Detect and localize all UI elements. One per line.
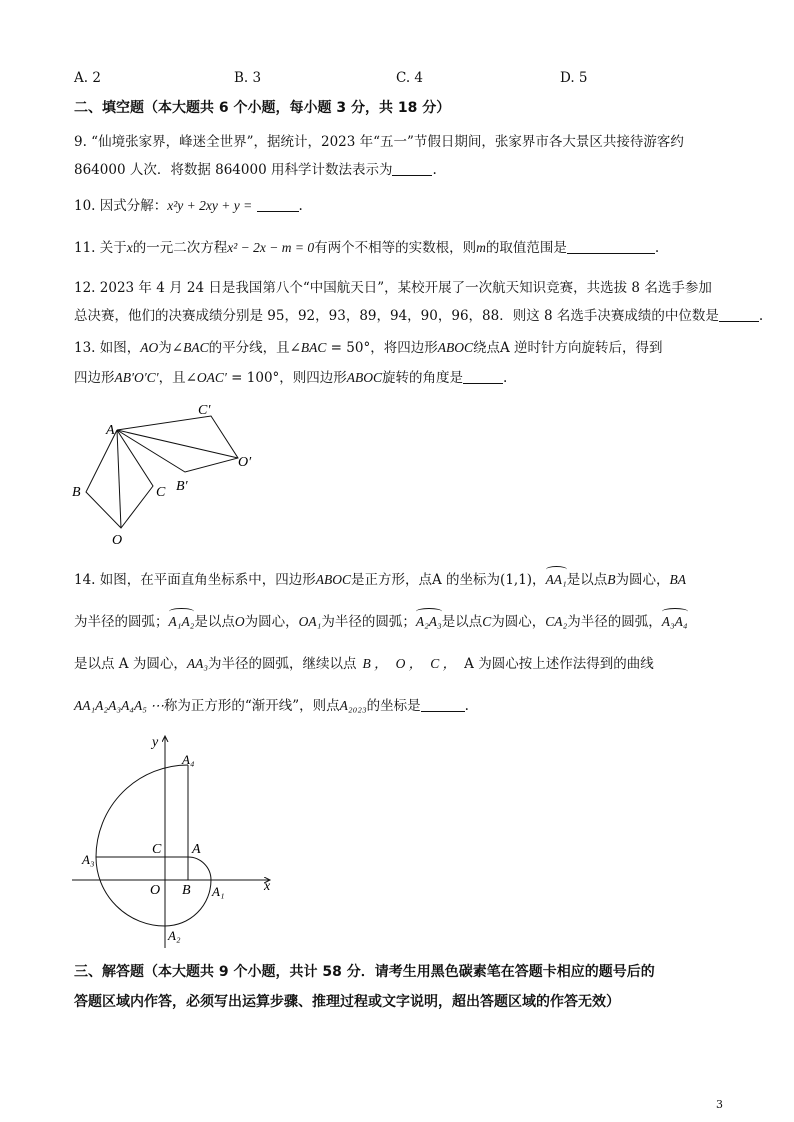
q14-arc-aa1: AA₁ (546, 570, 567, 590)
q14-line4: AA₁A₂A₃A₄A₅ ⋯称为正方形的“渐开线”，则点A₂₀₂₃的坐标是 . (74, 698, 469, 714)
q13-t7: ，且∠ (158, 370, 197, 386)
q14-arc-a3a4: A₃A₄ (662, 612, 688, 632)
q14-t13: 为半径的圆弧，继续以点 (208, 656, 357, 672)
q14-arc-a2a3: A₂A₃ (416, 612, 442, 632)
q14-o: O (234, 614, 245, 629)
answer-blank (257, 197, 299, 212)
q11: 11. 关于x的一元二次方程x² − 2x − m = 0有两个不相等的实数根，则m的取值范围是 . (74, 240, 660, 256)
q13-line1 (74, 338, 722, 358)
q13-figure (60, 398, 270, 550)
q14-aa3: AA₃ (186, 656, 209, 671)
segment-ao-prime (117, 430, 238, 458)
q14-t14: B ， (362, 656, 388, 671)
q13-t6: 四边形 (74, 370, 115, 386)
section-3-heading-line2: 答题区域内作答，必须写出运算步骤、推理过程或文字说明，超出答题区域的作答无效） (74, 994, 620, 1010)
q9-line1: 9. “仙境张家界，峰迷全世界”，据统计，2023 年“五一”节假日期间，张家界市各大景区共接待游客约 (74, 134, 684, 150)
option-d: D. 5 (560, 70, 588, 86)
answer-blank (421, 697, 465, 712)
square-aboc (165, 857, 188, 880)
label-c-prime: C′ (198, 403, 211, 418)
label-a: A (106, 423, 115, 438)
label-b-prime: B′ (176, 479, 188, 494)
q14-c: C (482, 614, 492, 629)
option-a: A. 2 (74, 70, 101, 86)
label-a3: A₃ (82, 852, 95, 867)
arc-a-a1 (188, 857, 211, 880)
q14-t16: C ， (430, 656, 457, 671)
label-b: B (72, 485, 81, 500)
q14-curve: AA₁A₂A₃A₄A₅ ⋯ (74, 698, 164, 713)
q14-t8: 为半径的圆弧； (321, 614, 416, 630)
label-o: O (150, 883, 161, 898)
q13-bac2: BAC (300, 340, 327, 355)
label-b: B (182, 883, 191, 898)
label-a2: A₂ (168, 928, 181, 943)
q11-prefix: 11. 关于 (74, 240, 127, 256)
q13-t3: 的平分线，且∠ (208, 340, 301, 356)
section-2-heading: 二、填空题（本大题共 6 个小题，每小题 3 分，共 18 分） (74, 100, 451, 116)
label-c: C (156, 485, 166, 500)
q11-suffix: 有两个不相等的实数根，则 (314, 240, 477, 256)
q14-t3: 是以点 (566, 572, 608, 588)
q13-abc: AB′O′C′ (114, 370, 159, 385)
label-c: C (152, 842, 162, 857)
segment-ao (117, 430, 121, 528)
q14-t5: 为半径的圆弧； (74, 614, 169, 630)
q14-t9: 是以点 (441, 614, 483, 630)
q13-ao: AO (140, 340, 159, 355)
q9-text: 864000 人次．将数据 864000 用科学计数法表示为 (74, 162, 393, 178)
answer-blank (392, 161, 432, 176)
q14-t19: 的坐标是 (366, 698, 421, 714)
q14-t4: 为圆心， (615, 572, 670, 588)
q14-ca2: CA₂ (545, 614, 568, 629)
q14-t12: 是以点 A 为圆心， (74, 656, 187, 672)
option-b: B. 3 (234, 70, 262, 86)
label-o-prime: O′ (238, 455, 252, 470)
q10-prefix: 10. 因式分解： (74, 198, 168, 214)
q13-line2: 四边形AB′O′C′，且∠OAC′ = 100°，则四边形ABOC旋转的角度是 . (74, 370, 508, 386)
q14-line1 (74, 570, 722, 590)
q13-t8: = 100°，则四边形 (226, 370, 347, 386)
q14-t18: 称为正方形的“渐开线”，则点 (163, 698, 340, 714)
q14-t17: A 为圆心按上述作法得到的曲线 (464, 656, 654, 672)
q11-equation: x² − 2x − m = 0 (227, 240, 315, 255)
q13-t9: 旋转的角度是 (382, 370, 464, 386)
q12-line2: 总决赛，他们的决赛成绩分别是 95，92，93，89，94，90，96，88．则这 8 名选手决赛成绩的中位数是 . (74, 308, 764, 324)
q14-ba: BA (669, 572, 686, 587)
q9-line2: 864000 人次．将数据 864000 用科学计数法表示为 . (74, 162, 437, 178)
option-c: C. 4 (396, 70, 424, 86)
q11-mid: 的一元二次方程 (132, 240, 228, 256)
label-o: O (112, 533, 123, 548)
q13-aboc2: ABOC (346, 370, 383, 385)
answer-blank (719, 307, 759, 322)
q14-t6: 是以点 (194, 614, 235, 630)
q14-line3 (74, 654, 722, 674)
q14-aboc: ABOC (315, 572, 352, 587)
q14-t2: 是正方形，点A 的坐标为(1,1)， (351, 572, 546, 588)
answer-blank (463, 369, 503, 384)
q13-t1: 13. 如图， (74, 340, 141, 356)
section-3-heading-line1: 三、解答题（本大题共 9 个小题，共计 58 分．请考生用黑色碳素笔在答题卡相应的题号后的 (74, 964, 655, 980)
q13-t5: 绕点A 逆时针方向旋转后，得到 (472, 340, 663, 356)
answer-blank (567, 239, 655, 254)
q13-t4: = 50°，将四边形 (326, 340, 438, 356)
q14-line2 (74, 612, 722, 632)
label-a: A (192, 842, 201, 857)
q11-var2: m (476, 240, 486, 255)
q14-t7: 为圆心， (244, 614, 299, 630)
q12-text: 总决赛，他们的决赛成绩分别是 95，92，93，89，94，90，96，88．则这 8 名选手决赛成绩的中位数是 (74, 308, 719, 324)
q14-t1: 14. 如图，在平面直角坐标系中，四边形 (74, 572, 316, 588)
q14-figure (70, 730, 290, 952)
q14-arc-a1a2: A₁A₂ (169, 612, 195, 632)
q13-oac: OAC′ (196, 370, 227, 385)
q11-end: 的取值范围是 (485, 240, 567, 256)
q13-bac: BAC (183, 340, 209, 355)
label-a1: A₁ (212, 884, 225, 899)
q13-t2: 为∠ (158, 340, 184, 356)
q10: 10. 因式分解：x²y + 2xy + y = . (74, 198, 303, 214)
q14-b: B (607, 572, 616, 587)
q14-oa1: OA₁ (298, 614, 322, 629)
q14-a2023: A₂₀₂₃ (339, 698, 367, 713)
q14-t11: 为半径的圆弧， (567, 614, 662, 630)
q14-t15: O ， (395, 656, 423, 671)
q13-aboc: ABOC (437, 340, 473, 355)
q11-var: x (126, 240, 133, 255)
q12-line1: 12. 2023 年 4 月 24 日是我国第八个“中国航天日”，某校开展了一次航天知识竞赛，共选拔 8 名选手参加 (74, 280, 712, 296)
label-a4: A₄ (182, 752, 195, 767)
arc-a3-a4 (96, 765, 188, 857)
label-x: x (264, 879, 271, 894)
page-number: 3 (716, 1098, 723, 1111)
label-y: y (152, 735, 159, 750)
q14-t10: 为圆心， (491, 614, 546, 630)
q10-expr: x²y + 2xy + y = (167, 198, 253, 213)
